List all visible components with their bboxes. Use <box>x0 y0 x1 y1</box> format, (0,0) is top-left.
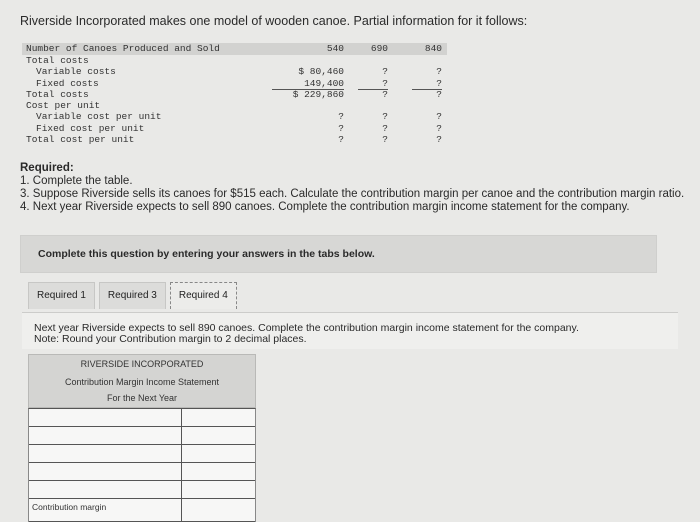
cell-value: ? <box>436 66 442 78</box>
row-label: Variable costs <box>36 66 116 78</box>
row-5-amount-input[interactable] <box>182 483 255 500</box>
required-item-4: 4. Next year Riverside expects to sell 890 canoes. Complete the contribution margin income statement for the company. <box>20 201 630 213</box>
cell-value: ? <box>436 88 442 100</box>
row-4-label-input[interactable] <box>29 465 181 482</box>
cell-value: $ 229,860 <box>292 88 344 100</box>
tab-required-3[interactable]: Required 3 <box>99 282 166 309</box>
tab-required-4[interactable]: Required 4 <box>170 282 237 309</box>
cell-value: ? <box>382 88 388 100</box>
statement-period: For the Next Year <box>106 393 178 403</box>
banner-text: Complete this question by entering your answers in the tabs below. <box>38 248 375 260</box>
row-3-label-input[interactable] <box>29 447 181 464</box>
table-row <box>22 111 447 122</box>
cell-value: ? <box>436 122 442 134</box>
row-label: Fixed costs <box>36 77 99 89</box>
row-5-label-input[interactable] <box>29 483 181 500</box>
statement-rows <box>28 408 256 522</box>
table-row <box>22 89 447 100</box>
statement-row-1 <box>29 409 255 427</box>
cell-value: ? <box>382 111 388 123</box>
table-row <box>22 78 447 89</box>
header-col-540: 540 <box>326 43 344 54</box>
row-label: Total cost per unit <box>26 134 135 146</box>
tab-instructions <box>22 312 678 349</box>
cell-value: ? <box>382 122 388 134</box>
required-heading: Required: <box>20 162 74 174</box>
header-col-840: 840 <box>424 43 442 54</box>
cell-value: ? <box>338 111 344 123</box>
cost-data-table <box>22 43 447 145</box>
cell-value: ? <box>382 66 388 78</box>
cell-value: 149,400 <box>272 78 344 90</box>
row-2-amount-input[interactable] <box>182 429 255 446</box>
statement-row-3 <box>29 445 255 463</box>
problem-intro: Riverside Incorporated makes one model of wooden canoe. Partial information for it follows: <box>20 14 528 28</box>
table-row <box>22 55 447 66</box>
row-label: Total costs <box>26 88 89 100</box>
income-statement <box>28 354 256 522</box>
table-row <box>22 100 447 111</box>
cell-value: ? <box>338 134 344 146</box>
contribution-margin-label: Contribution margin <box>32 502 107 512</box>
statement-header <box>28 354 256 408</box>
statement-company: RIVERSIDE INCORPORATED <box>80 359 204 369</box>
row-label: Variable cost per unit <box>36 111 162 123</box>
header-label: Number of Canoes Produced and Sold <box>26 43 220 54</box>
tab-required-1[interactable]: Required 1 <box>28 282 95 309</box>
table-header-row <box>22 43 447 55</box>
contribution-margin-input[interactable] <box>182 499 255 521</box>
row-1-amount-input[interactable] <box>182 411 255 428</box>
row-label: Cost per unit <box>26 100 101 112</box>
row-label: Fixed cost per unit <box>36 122 145 134</box>
instruction-note: Note: Round your Contribution margin to 2 decimal places. <box>34 333 307 345</box>
required-section <box>20 162 684 214</box>
statement-row-contribution-margin <box>29 499 255 522</box>
table-row <box>22 66 447 77</box>
cell-value: ? <box>412 78 442 90</box>
answer-banner <box>20 235 657 273</box>
cell-value: ? <box>358 78 388 90</box>
statement-title: Contribution Margin Income Statement <box>64 377 220 387</box>
row-2-label-input[interactable] <box>29 429 181 446</box>
statement-row-2 <box>29 427 255 445</box>
instruction-text: Next year Riverside expects to sell 890 canoes. Complete the contribution margin income statement for the company. <box>34 322 579 334</box>
statement-row-4 <box>29 463 255 481</box>
statement-row-5 <box>29 481 255 499</box>
cell-value: ? <box>436 111 442 123</box>
row-3-amount-input[interactable] <box>182 447 255 464</box>
row-label: Total costs <box>26 55 89 66</box>
answer-tabs <box>28 282 241 308</box>
required-item-3: 3. Suppose Riverside sells its canoes for $515 each. Calculate the contribution margin per canoe and the contribution margin ratio. <box>20 188 685 200</box>
row-4-amount-input[interactable] <box>182 465 255 482</box>
table-row <box>22 134 447 145</box>
cell-value: ? <box>338 122 344 134</box>
cell-value: ? <box>382 134 388 146</box>
table-row <box>22 123 447 134</box>
required-item-1: 1. Complete the table. <box>20 175 133 187</box>
row-1-label-input[interactable] <box>29 411 181 428</box>
cell-value: ? <box>436 134 442 146</box>
header-col-690: 690 <box>370 43 388 54</box>
cell-value: $ 80,460 <box>298 66 344 78</box>
